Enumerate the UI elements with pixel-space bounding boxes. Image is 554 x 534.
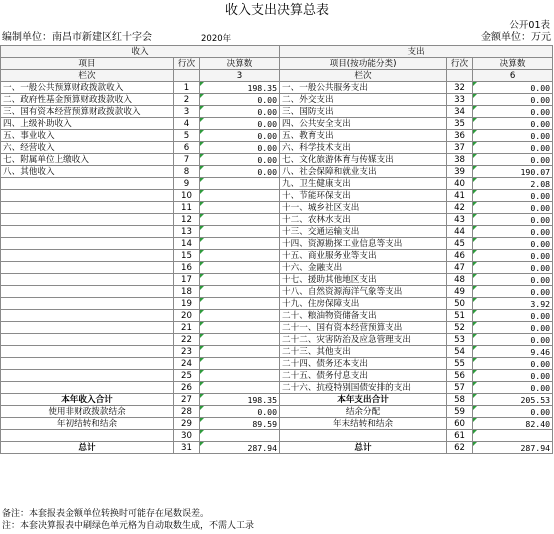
expense-line-number: 51 [447,310,473,322]
expense-line-number: 36 [447,130,473,142]
income-amount: 0.00 [200,94,280,106]
income-amount [200,286,280,298]
income-total-amount: 287.94 [200,442,280,454]
expense-line-number: 37 [447,142,473,154]
expense-amount: 2.08 [473,178,553,190]
expense-line-number: 45 [447,238,473,250]
expense-amount: 0.00 [473,190,553,202]
footnote-green-cells: 注：本套决算报表中刷绿色单元格为自动取数生成，不需人工录 [2,521,255,531]
table-row [1,310,553,322]
expense-total-item: 本年支出合计 [280,394,447,406]
income-item [1,190,174,202]
expense-amount: 0.00 [473,334,553,346]
income-item [1,250,174,262]
expense-section-header: 支出 [280,46,553,58]
income-amount: 0.00 [200,130,280,142]
table-row [1,262,553,274]
income-line-number: 15 [174,250,200,262]
expense-amount: 0.00 [473,358,553,370]
income-amount: 0.00 [200,154,280,166]
expense-item: 八、社会保障和就业支出 [280,166,447,178]
income-line-number: 7 [174,154,200,166]
expense-item: 二十五、债务付息支出 [280,370,447,382]
expense-item: 五、教育支出 [280,130,447,142]
income-amount [200,334,280,346]
expense-amount: 0.00 [473,286,553,298]
expense-line-number: 33 [447,94,473,106]
expense-item: 二十六、抗疫特别国债安排的支出 [280,382,447,394]
table-row [1,178,553,190]
income-line-number: 19 [174,298,200,310]
expense-total-amount: 82.40 [473,418,553,430]
table-row [1,94,553,106]
expense-amount: 0.00 [473,94,553,106]
income-item: 五、事业收入 [1,130,174,142]
expense-total-amount: 287.94 [473,442,553,454]
income-line-number: 18 [174,286,200,298]
income-line-number: 13 [174,226,200,238]
expense-item: 十、节能环保支出 [280,190,447,202]
expense-item: 九、卫生健康支出 [280,178,447,190]
expense-line-number: 39 [447,166,473,178]
expense-column-number: 6 [473,70,553,82]
expense-line-number: 57 [447,382,473,394]
income-amount [200,358,280,370]
expense-amount: 0.00 [473,262,553,274]
income-total-item: 本年收入合计 [1,394,174,406]
table-row [1,226,553,238]
column-header-row [1,58,553,70]
expense-amount: 0.00 [473,310,553,322]
income-item [1,178,174,190]
income-column-label: 栏次 [1,70,174,82]
form-number: 公开01表 [509,20,550,31]
income-total-line-number: 30 [174,430,200,442]
expense-amount: 0.00 [473,142,553,154]
expense-amount: 9.46 [473,346,553,358]
footnote-rounding: 备注：本套报表金额单位转换时可能存在尾数误差。 [2,509,210,519]
income-item: 六、经营收入 [1,142,174,154]
expense-line-number: 55 [447,358,473,370]
income-column-blank [174,70,200,82]
expense-line-number: 46 [447,250,473,262]
expense-total-line-number: 62 [447,442,473,454]
expense-line-number: 38 [447,154,473,166]
expense-total-item: 总计 [280,442,447,454]
income-amount: 0.00 [200,118,280,130]
expense-line-number: 44 [447,226,473,238]
income-amount: 0.00 [200,142,280,154]
total-row [1,442,553,454]
expense-total-item [280,430,447,442]
income-amount-header: 决算数 [200,58,280,70]
income-item: 七、附属单位上缴收入 [1,154,174,166]
expense-item: 二、外交支出 [280,94,447,106]
income-column-number: 3 [200,70,280,82]
expense-item: 二十四、债务还本支出 [280,358,447,370]
expense-item: 十九、住房保障支出 [280,298,447,310]
expense-item: 六、科学技术支出 [280,142,447,154]
expense-amount-header: 决算数 [473,58,553,70]
expense-amount: 0.00 [473,214,553,226]
income-amount [200,178,280,190]
expense-item-header: 项目(按功能分类) [280,58,447,70]
expense-total-item: 年末结转和结余 [280,418,447,430]
expense-item: 一、一般公共服务支出 [280,82,447,94]
reporting-unit: 编制单位：南昌市新建区红十字会 [2,32,152,43]
income-line-number: 8 [174,166,200,178]
expense-item: 二十一、国有资本经营预算支出 [280,322,447,334]
income-line-number: 25 [174,370,200,382]
income-total-line-number: 31 [174,442,200,454]
table-row [1,274,553,286]
income-item [1,226,174,238]
expense-amount: 0.00 [473,82,553,94]
income-item: 四、上级补助收入 [1,118,174,130]
income-amount [200,202,280,214]
expense-line-number: 47 [447,262,473,274]
income-amount [200,322,280,334]
income-amount [200,250,280,262]
income-item: 一、一般公共预算财政拨款收入 [1,82,174,94]
expense-line-number: 54 [447,346,473,358]
expense-amount: 190.07 [473,166,553,178]
income-line-number: 17 [174,274,200,286]
income-line-number: 20 [174,310,200,322]
income-line-number: 10 [174,190,200,202]
table-row [1,250,553,262]
expense-amount: 0.00 [473,202,553,214]
income-item: 三、国有资本经营预算财政拨款收入 [1,106,174,118]
expense-line-number: 56 [447,370,473,382]
expense-item: 七、文化旅游体育与传媒支出 [280,154,447,166]
report-year: 2020年 [201,34,232,44]
income-amount [200,310,280,322]
income-item [1,310,174,322]
expense-item: 十八、自然资源海洋气象等支出 [280,286,447,298]
expense-line-number: 41 [447,190,473,202]
income-item [1,238,174,250]
expense-line-number: 53 [447,334,473,346]
table-row [1,166,553,178]
income-line-number: 3 [174,106,200,118]
total-row [1,394,553,406]
income-amount: 198.35 [200,82,280,94]
income-total-amount: 0.00 [200,406,280,418]
income-section-header: 收入 [1,46,280,58]
table-row [1,118,553,130]
expense-line-number: 43 [447,214,473,226]
expense-amount: 0.00 [473,130,553,142]
income-amount [200,382,280,394]
table-row [1,286,553,298]
income-item [1,298,174,310]
expense-line-number: 34 [447,106,473,118]
expense-item: 三、国防支出 [280,106,447,118]
income-total-line-number: 29 [174,418,200,430]
income-line-number: 4 [174,118,200,130]
income-line-number: 16 [174,262,200,274]
summary-table [0,45,553,454]
expense-line-header: 行次 [447,58,473,70]
table-row [1,142,553,154]
table-row [1,358,553,370]
income-item-header: 项目 [1,58,174,70]
income-item: 八、其他收入 [1,166,174,178]
expense-amount: 0.00 [473,154,553,166]
expense-total-amount [473,430,553,442]
table-row [1,322,553,334]
expense-total-line-number: 60 [447,418,473,430]
table-row [1,370,553,382]
expense-amount: 0.00 [473,322,553,334]
expense-item: 十七、援助其他地区支出 [280,274,447,286]
expense-item: 十四、资源勘探工业信息等支出 [280,238,447,250]
income-amount [200,346,280,358]
income-amount [200,190,280,202]
expense-line-number: 50 [447,298,473,310]
expense-amount: 0.00 [473,238,553,250]
table-row [1,214,553,226]
expense-amount: 0.00 [473,118,553,130]
income-item [1,262,174,274]
expense-amount: 0.00 [473,370,553,382]
amount-unit: 金额单位：万元 [481,32,551,43]
income-amount: 0.00 [200,106,280,118]
column-number-row [1,70,553,82]
expense-line-number: 32 [447,82,473,94]
expense-amount: 0.00 [473,250,553,262]
income-line-number: 26 [174,382,200,394]
income-item [1,370,174,382]
expense-item: 二十二、灾害防治及应急管理支出 [280,334,447,346]
income-total-item: 使用非财政拨款结余 [1,406,174,418]
expense-total-amount: 205.53 [473,394,553,406]
income-item [1,334,174,346]
income-line-number: 12 [174,214,200,226]
income-total-line-number: 28 [174,406,200,418]
income-line-number: 24 [174,358,200,370]
expense-line-number: 52 [447,322,473,334]
income-total-item: 年初结转和结余 [1,418,174,430]
expense-total-item: 结余分配 [280,406,447,418]
income-amount [200,214,280,226]
income-item: 二、政府性基金预算财政拨款收入 [1,94,174,106]
income-line-number: 14 [174,238,200,250]
income-line-number: 2 [174,94,200,106]
expense-line-number: 48 [447,274,473,286]
income-line-number: 11 [174,202,200,214]
income-item [1,358,174,370]
income-total-item [1,430,174,442]
income-total-item: 总计 [1,442,174,454]
total-row [1,418,553,430]
income-total-amount: 89.59 [200,418,280,430]
income-item [1,346,174,358]
table-row [1,106,553,118]
income-item [1,214,174,226]
expense-amount: 0.00 [473,382,553,394]
income-amount [200,226,280,238]
income-amount [200,370,280,382]
table-row [1,382,553,394]
expense-item: 十二、农林水支出 [280,214,447,226]
table-row [1,202,553,214]
expense-item: 十五、商业服务业等支出 [280,250,447,262]
expense-item: 十一、城乡社区支出 [280,202,447,214]
expense-line-number: 49 [447,286,473,298]
expense-item: 二十、粮油物资储备支出 [280,310,447,322]
expense-amount: 3.92 [473,298,553,310]
expense-item: 四、公共安全支出 [280,118,447,130]
expense-item: 二十三、其他支出 [280,346,447,358]
income-line-number: 21 [174,322,200,334]
income-line-number: 22 [174,334,200,346]
income-total-amount [200,430,280,442]
income-item [1,382,174,394]
expense-line-number: 40 [447,178,473,190]
income-line-number: 23 [174,346,200,358]
expense-total-amount: 0.00 [473,406,553,418]
income-amount: 0.00 [200,166,280,178]
income-line-number: 1 [174,82,200,94]
income-item [1,322,174,334]
expense-line-number: 35 [447,118,473,130]
income-item [1,286,174,298]
expense-column-label: 栏次 [280,70,447,82]
expense-amount: 0.00 [473,106,553,118]
income-amount [200,298,280,310]
expense-total-line-number: 61 [447,430,473,442]
table-row [1,130,553,142]
expense-item: 十三、交通运输支出 [280,226,447,238]
table-row [1,346,553,358]
total-row [1,406,553,418]
table-row [1,298,553,310]
income-line-number: 6 [174,142,200,154]
summary-table-body [1,46,553,454]
income-item [1,274,174,286]
table-row [1,190,553,202]
income-line-header: 行次 [174,58,200,70]
expense-column-blank [447,70,473,82]
expense-amount: 0.00 [473,226,553,238]
income-amount [200,274,280,286]
expense-total-line-number: 59 [447,406,473,418]
expense-item: 十六、金融支出 [280,262,447,274]
total-row [1,430,553,442]
income-amount [200,238,280,250]
table-row [1,238,553,250]
income-line-number: 9 [174,178,200,190]
section-header-row [1,46,553,58]
table-row [1,82,553,94]
table-row [1,154,553,166]
income-line-number: 5 [174,130,200,142]
expense-amount: 0.00 [473,274,553,286]
income-total-line-number: 27 [174,394,200,406]
expense-total-line-number: 58 [447,394,473,406]
income-item [1,202,174,214]
report-title: 收入支出决算总表 [224,3,329,18]
income-total-amount: 198.35 [200,394,280,406]
table-row [1,334,553,346]
expense-line-number: 42 [447,202,473,214]
income-amount [200,262,280,274]
